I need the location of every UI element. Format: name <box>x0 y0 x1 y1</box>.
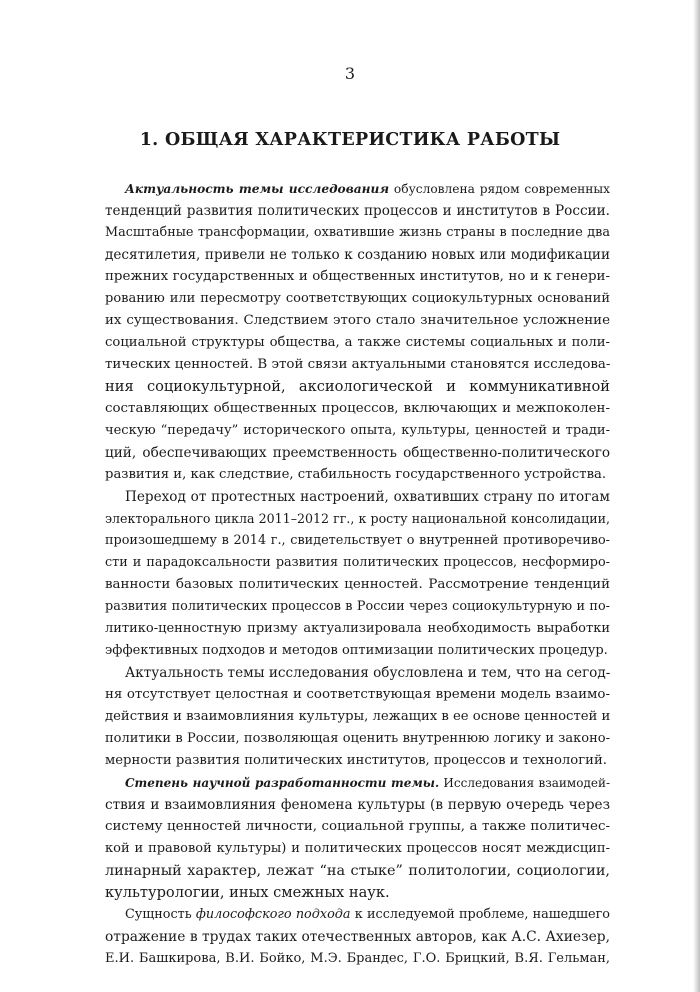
paragraph-line: составляющих общественных процессов, включающих и межпоколен- <box>105 401 610 416</box>
paragraph-line: ствия и взаимовлияния феномена культуры (в первую очередь через <box>105 797 610 813</box>
paragraph-line: кой и правовой культуры) и политических процессов носят междисцип- <box>105 841 610 856</box>
paragraph-line: сти и парадоксальности развития политических процессов, несформиро- <box>105 555 610 570</box>
paragraph-line: политики в России, позволяющая оценить внутреннюю логику и законо- <box>105 731 610 746</box>
paragraph-line: Актуальность темы исследования обусловлена и тем, что на сегод- <box>125 665 611 681</box>
paragraph-line: ния социокультурной, аксиологической и коммуникативной <box>105 378 610 395</box>
paragraph-line: ня отсутствует целостная и соответствующая времени модель взаимо- <box>105 687 610 702</box>
paragraph-line: мерности развития политических институтов, процессов и технологий. <box>105 753 607 768</box>
paragraph-line: систему ценностей личности, социальной группы, а также политичес- <box>105 819 610 834</box>
paragraph-line: Степень научной разработанности темы. Исследования взаимодей- <box>125 776 611 790</box>
paragraph-line: ванности базовых политических ценностей. Рассмотрение тенденций <box>105 577 610 592</box>
paragraph-line: культурологии, иных смежных наук. <box>105 884 390 901</box>
paragraph-line: Масштабные трансформации, охватившие жизнь страны в последние два <box>105 225 610 240</box>
paragraph-line: линарный характер, лежат “на стыке” политологии, социологии, <box>105 863 610 879</box>
paragraph-line: социальной структуры общества, а также системы социальных и поли- <box>105 335 610 350</box>
page-number: 3 <box>344 64 356 83</box>
paragraph-line: их существования. Следствием этого стало значительное усложнение <box>105 313 610 328</box>
paragraph-line: тенденций развития политических процессов и институтов в России. <box>105 203 610 219</box>
section-title: 1. ОБЩАЯ ХАРАКТЕРИСТИКА РАБОТЫ <box>139 130 561 150</box>
paragraph-line: Переход от протестных настроений, охвативших страну по итогам <box>125 489 610 505</box>
paragraph-line: Актуальность темы исследования обусловлена рядом современных <box>125 182 610 196</box>
paragraph-line: электорального цикла 2011–2012 гг., к росту национальной консолидации, <box>105 511 610 526</box>
paragraph-line: действия и взаимовлияния культуры, лежащих в ее основе ценностей и <box>105 709 611 724</box>
paragraph-line: эффективных подходов и методов оптимизации политических процедур. <box>105 643 608 658</box>
term-philosophical-approach: философского подхода <box>195 907 351 922</box>
paragraph-line: ческую “передачу” исторического опыта, культуры, ценностей и тради- <box>105 423 610 438</box>
term-research-degree: Степень научной разработанности темы. <box>125 776 440 790</box>
paragraph-line: десятилетия, привели не только к созданию новых или модификации <box>105 247 610 263</box>
paragraph-line: Е.И. Башкирова, В.И. Бойко, М.Э. Брандес, Г.О. Брицкий, В.Я. Гельман, <box>105 951 610 966</box>
term-relevance: Актуальность темы исследования <box>125 182 390 196</box>
paragraph-line: рованию или пересмотру соответствующих социокультурных оснований <box>105 291 610 306</box>
paragraph-line: произошедшему в 2014 г., свидетельствует о внутренней противоречиво- <box>105 533 610 548</box>
paragraph-line: Сущность философского подхода к исследуемой проблеме, нашедшего <box>125 907 611 922</box>
paragraph-line: развития и, как следствие, стабильность государственного устройства. <box>105 467 607 482</box>
paragraph-line: прежних государственных и общественных институтов, но и к генери- <box>105 269 610 284</box>
paragraph-line: отражение в трудах таких отечественных авторов, как А.С. Ахиезер, <box>105 929 610 945</box>
paragraph-line: тических ценностей. В этой связи актуальными становятся исследова- <box>105 357 611 372</box>
paragraph-line: ций, обеспечивающих преемственность общественно-политического <box>105 445 610 461</box>
paragraph-line: литико-ценностную призму актуализировала необходимость выработки <box>105 621 610 636</box>
paragraph-line: развития политических процессов в России через социокультурную и по- <box>105 599 610 614</box>
scan-edge-shadow <box>693 0 700 992</box>
